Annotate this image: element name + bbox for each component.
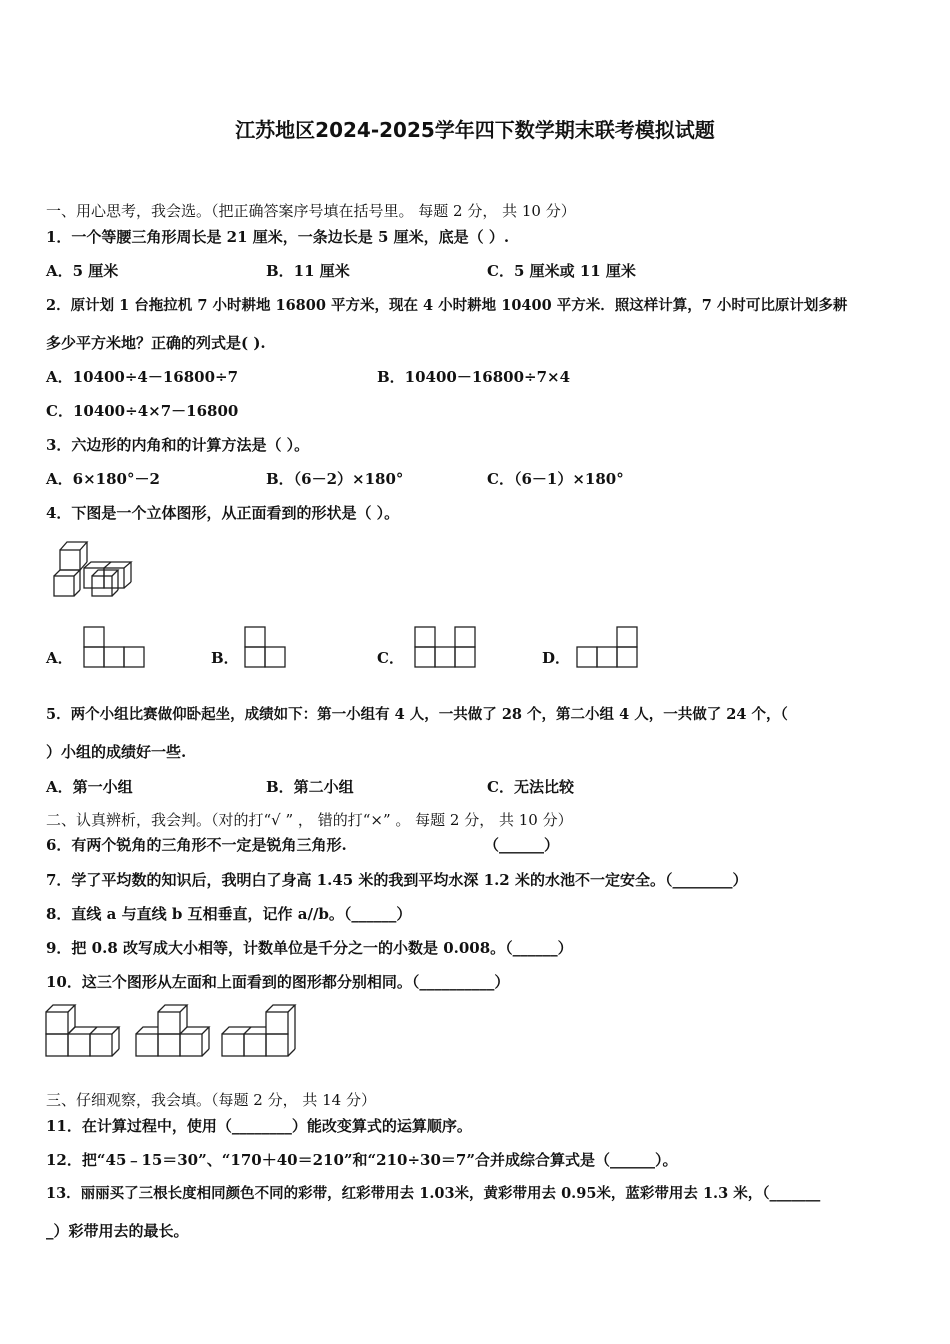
q4-option-d: D． <box>542 649 571 667</box>
q13-stem-line1: 13．丽丽买了三根长度相同颜色不同的彩带，红彩带用去 1.03米，黄彩带用去 0.95米，蓝彩带用去 1.3 米，（_______ <box>46 1185 821 1202</box>
q9-stem: 9．把 0.8 改写成大小相等，计数单位是千分之一的小数是 0.008。（______） <box>46 939 573 957</box>
q4-option-a-figure <box>83 625 147 669</box>
q2-option-a: A．10400÷4－16800÷7 <box>46 368 239 386</box>
q2-stem-line2: 多少平方米地？正确的列式是( ). <box>46 334 266 352</box>
page-title: 江苏地区2024-2025学年四下数学期末联考模拟试题 <box>235 118 715 142</box>
q5-stem-line2: ）小组的成绩好一些. <box>46 743 187 761</box>
q3-option-a: A．6×180°－2 <box>46 470 160 488</box>
q2-stem-line1: 2．原计划 1 台拖拉机 7 小时耕地 16800 平方米，现在 4 小时耕地 10400 平方米．照这样计算，7 小时可比原计划多耕 <box>46 297 848 314</box>
section3-header: 三、仔细观察，我会填。（每题 2 分， 共 14 分） <box>46 1091 376 1109</box>
q3-option-b: B．（6－2）×180° <box>266 470 404 488</box>
q4-option-b-figure <box>244 625 290 669</box>
q2-option-c: C．10400÷4×7－16800 <box>46 402 239 420</box>
q5-stem-line1: 5．两个小组比赛做仰卧起坐，成绩如下：第一小组有 4 人，一共做了 28 个，第二小组 4 人，一共做了 24 个，（ <box>46 706 788 723</box>
q6-stem: 6．有两个锐角的三角形不一定是锐角三角形. <box>46 836 347 854</box>
q4-option-b: B． <box>211 649 239 667</box>
q3-stem: 3．六边形的内角和的计算方法是（ ）。 <box>46 436 310 454</box>
q1-option-c: C．5 厘米或 11 厘米 <box>487 262 636 280</box>
q6-blank: （______） <box>484 836 560 854</box>
q5-option-b: B．第二小组 <box>266 778 354 796</box>
q4-option-c: C． <box>377 649 404 667</box>
q3-option-c: C．（6－1）×180° <box>487 470 624 488</box>
q5-option-c: C．无法比较 <box>487 778 574 796</box>
q4-option-d-figure <box>576 625 642 669</box>
q4-stem: 4．下图是一个立体图形，从正面看到的形状是（ ）。 <box>46 504 400 522</box>
q10-figures <box>44 1002 300 1058</box>
section1-header: 一、用心思考，我会选。（把正确答案序号填在括号里。 每题 2 分， 共 10 分） <box>46 202 576 220</box>
q11-stem: 11．在计算过程中，使用（________）能改变算式的运算顺序。 <box>46 1117 472 1135</box>
q5-option-a: A．第一小组 <box>46 778 133 796</box>
q13-stem-line2: _）彩带用去的最长。 <box>46 1222 189 1240</box>
q1-option-a: A．5 厘米 <box>46 262 119 280</box>
q1-option-b: B．11 厘米 <box>266 262 350 280</box>
q4-option-a: A． <box>46 649 73 667</box>
section2-header: 二、认真辨析，我会判。（对的打“√ ” ， 错的打“×” 。 每题 2 分， 共 10 分） <box>46 811 573 829</box>
q4-option-c-figure <box>414 625 480 669</box>
q1-stem: 1．一个等腰三角形周长是 21 厘米，一条边长是 5 厘米，底是（ ）. <box>46 228 510 246</box>
q10-stem: 10．这三个图形从左面和上面看到的图形都分别相同。（__________） <box>46 973 510 991</box>
q8-stem: 8．直线 a 与直线 b 互相垂直，记作 a//b。（______） <box>46 905 412 923</box>
q12-stem: 12．把“45﹣15＝30”、“170＋40＝210”和“210÷30＝7”合并成综合算式是（______）。 <box>46 1151 678 1169</box>
q4-solid-figure <box>50 538 135 600</box>
q2-option-b: B．10400－16800÷7×4 <box>377 368 571 386</box>
q7-stem: 7．学了平均数的知识后，我明白了身高 1.45 米的我到平均水深 1.2 米的水池不一定安全。（________） <box>46 871 748 889</box>
